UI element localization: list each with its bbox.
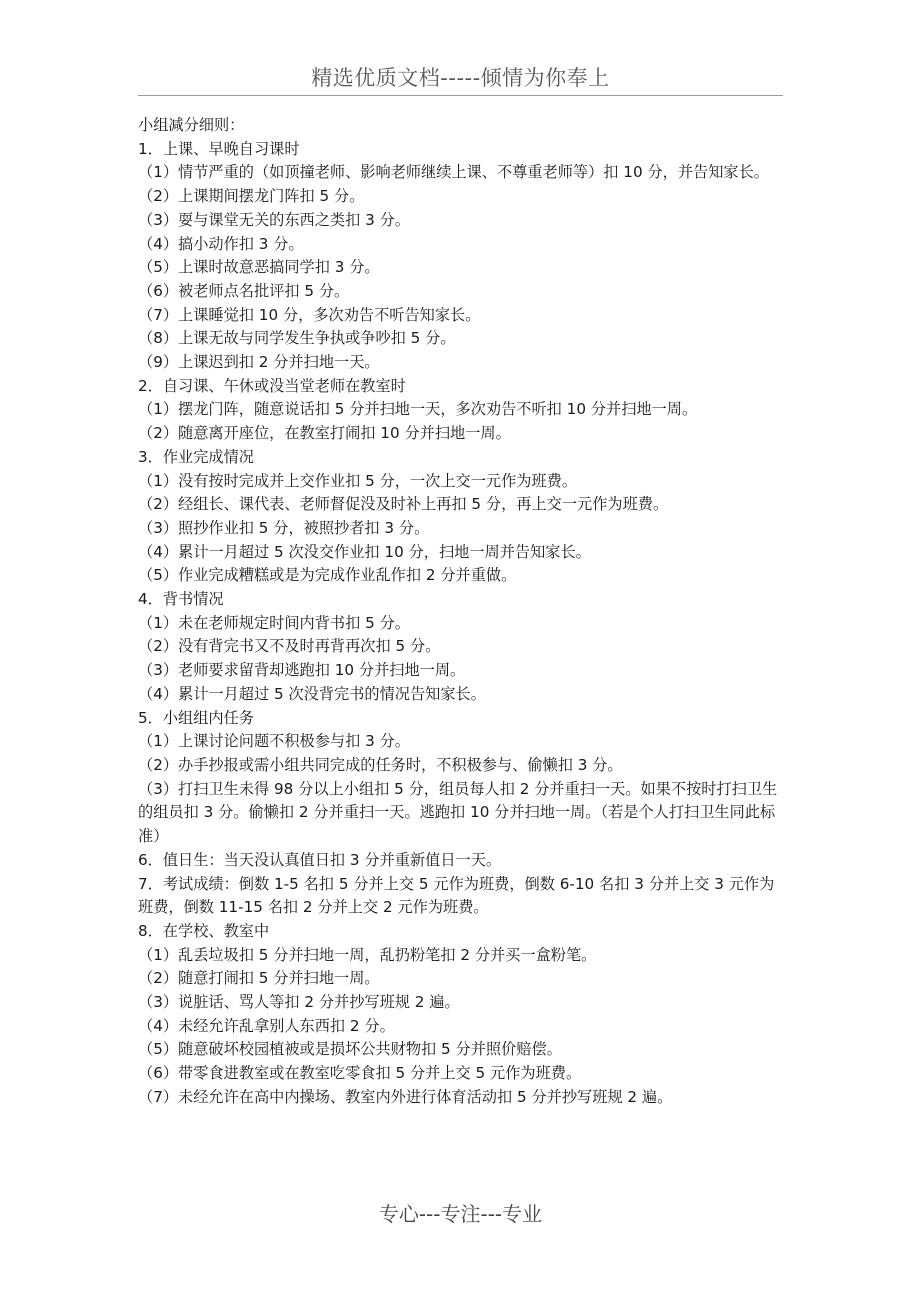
- header-divider: [138, 95, 783, 96]
- page-footer: 专心---专注---专业: [378, 1202, 543, 1226]
- rule-item: （3）照抄作业扣 5 分，被照抄者扣 3 分。: [138, 518, 430, 537]
- section-heading: 7．考试成绩：倒数 1-5 名扣 5 分并上交 5 元作为班费，倒数 6-10 名扣 3 分并上交 3 元作为班费，倒数 11-15 名扣 2 分并上交 2 元作为班费。: [138, 874, 775, 917]
- rule-item: （2）上课期间摆龙门阵扣 5 分。: [138, 187, 365, 206]
- rule-item: （7）上课睡觉扣 10 分，多次劝告不听告知家长。: [138, 305, 481, 324]
- rule-item: （2）没有背完书又不及时再背再次扣 5 分。: [138, 637, 441, 656]
- rule-item: （6）带零食进教室或在教室吃零食扣 5 分并上交 5 元作为班费。: [138, 1064, 582, 1083]
- rule-item: （3）说脏话、骂人等扣 2 分并抄写班规 2 遍。: [138, 993, 460, 1012]
- rule-item: （2）随意打闹扣 5 分并扫地一周。: [138, 969, 380, 988]
- rule-item: （1）未在老师规定时间内背书扣 5 分。: [138, 613, 410, 632]
- rule-item: （5）上课时故意恶搞同学扣 3 分。: [138, 258, 380, 277]
- rule-item: （4）未经允许乱拿别人东西扣 2 分。: [138, 1016, 395, 1035]
- rule-item: （7）未经允许在高中内操场、教室内外进行体育活动扣 5 分并抄写班规 2 遍。: [138, 1087, 673, 1106]
- rule-item: （3）耍与课堂无关的东西之类扣 3 分。: [138, 210, 410, 229]
- rule-item: （2）随意离开座位，在教室打闹扣 10 分并扫地一周。: [138, 424, 511, 443]
- rule-item: （3）老师要求留背却逃跑扣 10 分并扫地一周。: [138, 661, 466, 680]
- rule-item: （9）上课迟到扣 2 分并扫地一天。: [138, 353, 380, 372]
- section-heading: 4．背书情况: [138, 590, 224, 609]
- rule-item: （4）累计一月超过 5 次没交作业扣 10 分，扫地一周并告知家长。: [138, 542, 591, 561]
- rule-item: （1）乱丢垃圾扣 5 分并扫地一周，乱扔粉笔扣 2 分并买一盒粉笔。: [138, 945, 597, 964]
- page-header: 精选优质文档-----倾情为你奉上: [311, 66, 610, 90]
- section-heading: 3．作业完成情况: [138, 447, 254, 466]
- rule-item: （8）上课无故与同学发生争执或争吵扣 5 分。: [138, 329, 456, 348]
- document-body: [138, 114, 786, 1110]
- section-heading: 8．在学校、教室中: [138, 921, 270, 940]
- doc-heading: 小组减分细则：: [138, 116, 245, 134]
- rule-item: （1）上课讨论问题不积极参与扣 3 分。: [138, 732, 410, 751]
- rule-item: （6）被老师点名批评扣 5 分。: [138, 281, 350, 300]
- section-heading: 2．自习课、午休或没当堂老师在教室时: [138, 376, 406, 395]
- rule-item: （4）累计一月超过 5 次没背完书的情况告知家长。: [138, 684, 486, 703]
- rule-item: （2）办手抄报或需小组共同完成的任务时，不积极参与、偷懒扣 3 分。: [138, 755, 623, 774]
- rule-item: （5）随意破坏校园植被或是损坏公共财物扣 5 分并照价赔偿。: [138, 1040, 562, 1059]
- rule-item: （1）摆龙门阵，随意说话扣 5 分并扫地一天，多次劝告不听扣 10 分并扫地一周。: [138, 400, 698, 419]
- rule-item: （4）搞小动作扣 3 分。: [138, 234, 304, 253]
- section-heading: 6．值日生：当天没认真值日扣 3 分并重新值日一天。: [138, 850, 502, 869]
- rule-item: （1）情节严重的（如顶撞老师、影响老师继续上课、不尊重老师等）扣 10 分，并告知家长。: [138, 163, 769, 182]
- rule-item: （2）经组长、课代表、老师督促没及时补上再扣 5 分，再上交一元作为班费。: [138, 495, 669, 514]
- rule-item: （1）没有按时完成并上交作业扣 5 分，一次上交一元作为班费。: [138, 471, 578, 490]
- rule-item: （5）作业完成糟糕或是为完成作业乱作扣 2 分并重做。: [138, 566, 517, 585]
- rule-item: （3）打扫卫生未得 98 分以上小组扣 5 分，组员每人扣 2 分并重扫一天。如果不按时打扫卫生的组员扣 3 分。偷懒扣 2 分并重扫一天。逃跑扣 10 分并扫地一周。（若是个人打扫卫生同此标准）: [138, 779, 778, 846]
- section-heading: 5．小组组内任务: [138, 708, 254, 727]
- section-heading: 1．上课、早晚自习课时: [138, 139, 300, 158]
